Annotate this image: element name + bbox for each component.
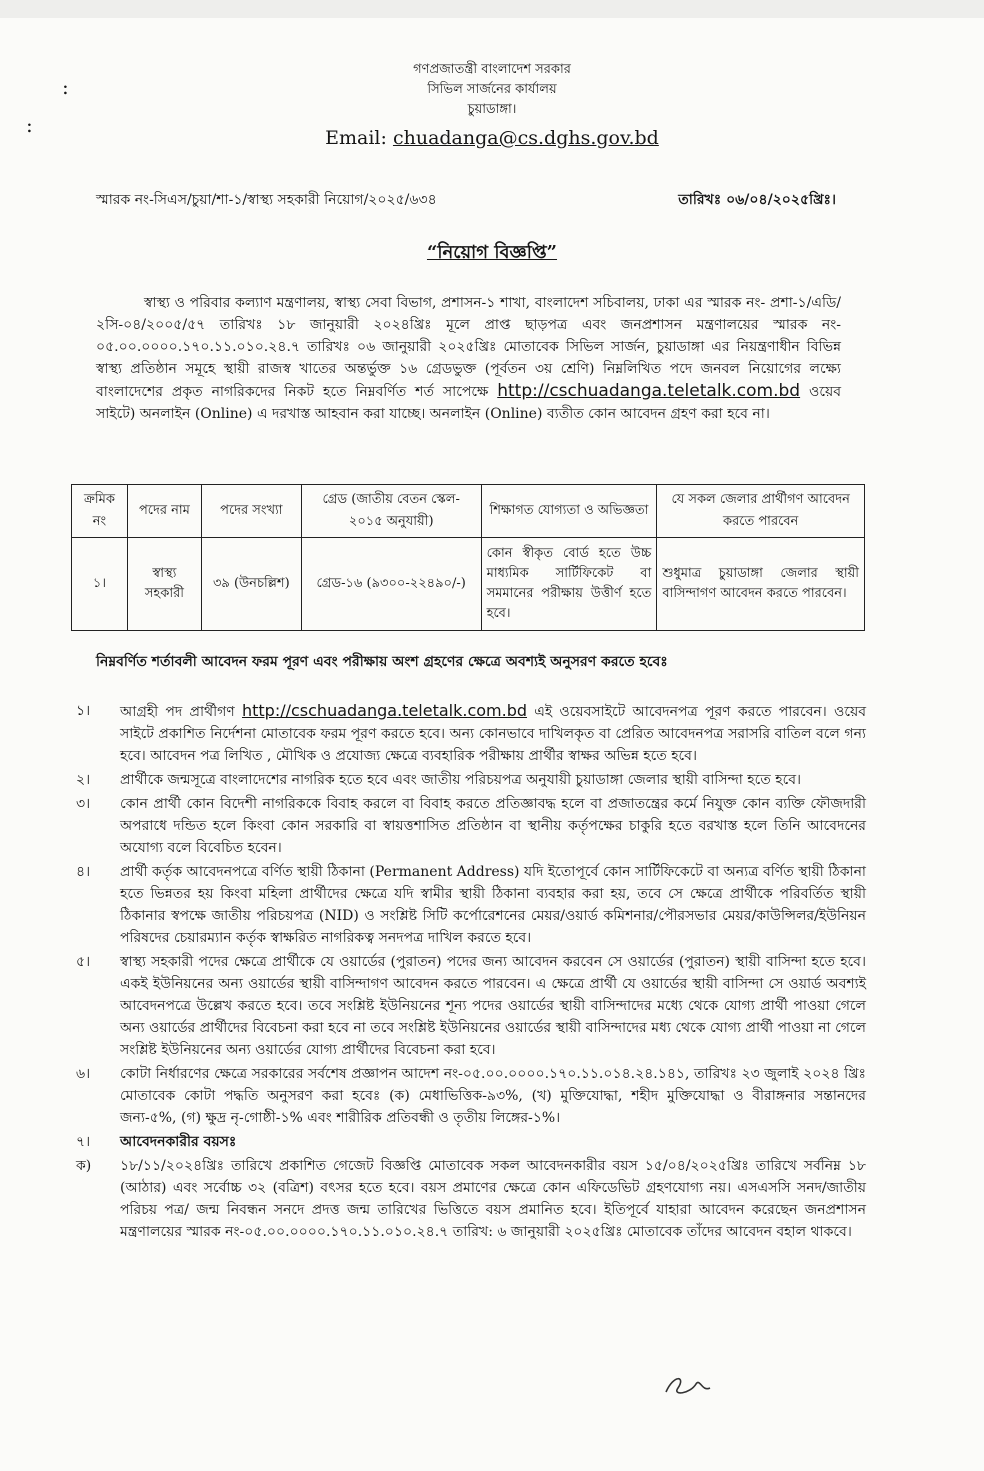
header-line-1: গণপ্রজাতন্ত্রী বাংলাদেশ সরকার [413, 62, 571, 77]
table-cell: ৩৯ (উনচল্লিশ) [201, 538, 301, 631]
list-item [76, 951, 866, 1061]
list-item [76, 793, 866, 859]
item-text-part: কোটা নির্ধারণের ক্ষেত্রে সরকারের সর্বশেষ প্রজ্ঞাপন আদেশ নং-০৫.০০.০০০০.১৭০.১১.০১৪.২৪.১৪১, তারিখঃ ২৩ জুলাই ২০২৪ খ্রিঃ মোতাবেক কোটা পদ্ধতি অনুসরণ করা হবেঃ (ক) মেধাভিত্তিক-৯৩%, (খ) মুক্তিযোদ্ধা, শহীদ মুক্তিযোদ্ধা ও বীরাঙ্গনার সন্তানদের জন্য-৫%, (গ) ক্ষুদ্র নৃ-গোষ্ঠী-১% এবং শারীরিক প্রতিবন্ধী ও তৃতীয় লিঙ্গের-১%। [120, 1066, 866, 1126]
margin-mark: : [62, 75, 69, 99]
memo-reference: স্মারক নং-সিএস/চুয়া/শা-১/স্বাস্থ্য সহকারী নিয়োগ/২০২৫/৬৩৪ [96, 192, 437, 208]
conditions-heading: নিম্নবর্ণিত শর্তাবলী আবেদন ফরম পূরণ এবং পরীক্ষায় অংশ গ্রহণের ক্ষেত্রে অবশ্যই অনুসরণ করতে হবেঃ [96, 654, 668, 670]
item-text-part: কোন প্রার্থী কোন বিদেশী নাগরিককে বিবাহ করলে বা বিবাহ করতে প্রতিজ্ঞাবদ্ধ হলে বা প্রজাতন্ত্রের কর্মে নিযুক্ত কোন ব্যক্তি ফৌজদারী অপরাধে দন্ডিত হলে কিংবা কোন সরকারি বা স্বায়ত্তশাসিত প্রতিষ্ঠান বা স্থানীয় কর্তৃপক্ষের চাকুরি হতে বরখাস্ত হলে তিনি আবেদনের অযোগ্য বলে বিবেচিত হবেন। [120, 796, 866, 856]
column-header: পদের নাম [127, 485, 201, 538]
item-text-part: প্রার্থী কর্তৃক আবেদনপত্রে বর্ণিত স্থায়ী ঠিকানা (Permanent Address) যদি ইতোপূর্বে কোন সার্টিফিকেটে বা অন্যত্র বর্ণিত স্থায়ী ঠিকানা হতে ভিন্নতর হয় কিংবা মহিলা প্রার্থীদের ক্ষেত্রে যদি স্বামীর স্থায়ী ঠিকানা ব্যবহার করা হয়, তবে সে ক্ষেত্রে প্রার্থীকে পরিবর্তিত স্থায়ী ঠিকানার স্বপক্ষে জাতীয় পরিচয়পত্র (NID) ও সংশ্লিষ্ট সিটি কর্পোরেশনের মেয়র/ওয়ার্ড কমিশনার/পৌরসভার মেয়র/কাউন্সিলর/ইউনিয়ন পরিষদের চেয়ারম্যান কর্তৃক স্বাক্ষরিত নাগরিকত্ব সনদপত্র দাখিল করতে হবে। [120, 864, 866, 946]
item-number: ৭। [76, 1134, 91, 1150]
header-line-3: চুয়াডাঙ্গা। [467, 102, 517, 117]
table-header-row [72, 485, 865, 538]
item-text [120, 861, 866, 949]
column-header: পদের সংখ্যা [201, 485, 301, 538]
item-text [120, 1155, 866, 1243]
email-line [0, 128, 984, 148]
item-number: ৫। [76, 954, 91, 970]
top-band [0, 0, 984, 18]
column-header: শিক্ষাগত যোগ্যতা ও অভিজ্ঞতা [481, 485, 657, 538]
item-text-part: স্বাস্থ্য সহকারী পদের ক্ষেত্রে প্রার্থীকে যে ওয়ার্ডের (পুরাতন) পদের জন্য আবেদন করবেন সে ওয়ার্ডের (পুরাতন) স্থায়ী বাসিন্দা হতে হবে। একই ইউনিয়নের অন্য ওয়ার্ডের স্থায়ী বাসিন্দাগণ আবেদন করতে পারবেন। এ ক্ষেত্রে প্রার্থী যে ওয়ার্ডের স্থায়ী বাসিন্দা সে ওয়ার্ড অবশ্যই আবেদনপত্রে উল্লেখ করতে হবে। তবে সংশ্লিষ্ট ইউনিয়নের শূন্য পদের ওয়ার্ডের স্থায়ী বাসিন্দাদের মধ্যে থেকে যোগ্য প্রার্থী পাওয়া গেলে অন্য ওয়ার্ডের প্রার্থীদের বিবেচনা করা হবে না তবে সংশ্লিষ্ট ইউনিয়নের ওয়ার্ডের স্থায়ী বাসিন্দাদের মধ্য থেকে যোগ্য প্রার্থী পাওয়া না গেলে সংশ্লিষ্ট ইউনিয়নের অন্য ওয়ার্ডের যোগ্য প্রার্থীদের বিবেচনা করা হবে। [120, 954, 866, 1058]
table-cell: কোন স্বীকৃত বোর্ড হতে উচ্চ মাধ্যমিক সার্টিফিকেট বা সমমানের পরীক্ষায় উত্তীর্ণ হতে হবে। [481, 538, 657, 631]
item-number: ৪। [76, 864, 91, 880]
column-header: গ্রেড (জাতীয় বেতন স্কেল- ২০১৫ অনুযায়ী) [301, 485, 481, 538]
table-cell: শুধুমাত্র চুয়াডাঙ্গা জেলার স্থায়ী বাসিন্দাগণ আবেদন করতে পারবেন। [657, 538, 865, 631]
item-number: ৬। [76, 1066, 91, 1082]
table-cell: ১। [72, 538, 128, 631]
list-item [76, 1155, 866, 1243]
website-link[interactable]: http://cschuadanga.teletalk.com.bd [497, 381, 801, 401]
list-item [76, 861, 866, 949]
item-text [120, 793, 866, 859]
item-text-part: এই ওয়েবসাইটে আবেদনপত্র পূরণ করতে পারবেন। ওয়েব সাইটে প্রকাশিত নির্দেশনা মোতাবেক ফরম পূরণ করতে হবে। অন্য কোনভাবে দাখিলকৃত বা প্রেরিত আবেদনপত্র সরাসরি বাতিল বলে গন্য হবে। আবেদন পত্র লিখিত , মৌখিক ও প্রযোজ্য ক্ষেত্রে ব্যবহারিক পরীক্ষায় প্রার্থীর স্বাক্ষর অভিন্ন হতে হবে। [120, 704, 867, 764]
margin-mark: : [26, 113, 33, 137]
item-text [120, 951, 866, 1061]
item-text-part: প্রার্থীকে জন্মসূত্রে বাংলাদেশের নাগরিক হতে হবে এবং জাতীয় পরিচয়পত্র অনুযায়ী চুয়াডাঙ্গা জেলার স্থায়ী বাসিন্দা হতে হবে। [120, 772, 802, 788]
table-cell: গ্রেড-১৬ (৯৩০০-২২৪৯০/-) [301, 538, 481, 631]
conditions-list [76, 700, 866, 1245]
vacancy-table [71, 484, 865, 631]
item-text [120, 1063, 866, 1129]
item-text-part: আগ্রহী পদ প্রার্থীগণ [120, 704, 242, 720]
intro-text: স্বাস্থ্য ও পরিবার কল্যাণ মন্ত্রণালয়, স্বাস্থ্য সেবা বিভাগ, প্রশাসন-১ শাখা, বাংলাদেশ সচিবালয়, ঢাকা এর স্মারক নং- প্রশা-১/এডি/২সি-০৪/২০০৫/৫৭ তারিখঃ ১৮ জানুয়ারী ২০২৪খ্রিঃ মূলে প্রাপ্ত ছাড়পত্র এবং জনপ্রশাসন মন্ত্রণালয়ের স্মারক নং- ০৫.০০.০০০০.১৭০.১১.০১০.২৪.৭ তারিখঃ ০৬ জানুয়ারী ২০২৫খ্রিঃ মোতাবেক সিভিল সার্জন, চুয়াডাঙ্গা এর নিয়ন্ত্রণাধীন বিভিন্ন স্বাস্থ্য প্রতিষ্ঠান সমূহে স্থায়ী রাজস্ব খাতের অন্তর্ভুক্ত ১৬ গ্রেডভুক্ত (পূর্বতন ৩য় শ্রেণি) নিম্নলিখিত পদে জনবল নিয়োগের লক্ষ্যে বাংলাদেশের প্রকৃত নাগরিকদের নিকট হতে নিম্নবর্ণিত শর্ত সাপেক্ষে [96, 295, 841, 400]
intro-paragraph [96, 292, 841, 425]
item-number: ৩। [76, 796, 91, 812]
list-item [76, 769, 866, 791]
item-number: ১। [76, 703, 91, 719]
list-item [76, 700, 866, 767]
notice-title: “নিয়োগ বিজ্ঞপ্তি” [426, 242, 558, 263]
header-line-2: সিভিল সার্জনের কার্যালয় [427, 82, 557, 97]
item-text [120, 1131, 866, 1153]
email-label: Email: [325, 127, 393, 149]
item-text-part: ১৮/১১/২০২৪খ্রিঃ তারিখে প্রকাশিত গেজেট বিজ্ঞপ্তি মোতাবেক সকল আবেদনকারীর বয়স ১৫/০৪/২০২৫খ্রিঃ তারিখে সর্বনিম্ন ১৮ (আঠার) এবং সর্বোচ্চ ৩২ (বত্রিশ) বৎসর হতে হবে। বয়স প্রমাণের ক্ষেত্রে কোন এফিডেভিট গ্রহণযোগ্য নয়। এসএসসি সনদ/জাতীয় পরিচয় পত্র/ জন্ম নিবন্ধন সনদে প্রদত্ত জন্ম তারিখের ভিত্তিতে বয়স প্রমানিত হবে। ইতিপূর্বে যাহারা আবেদন করেছেন জনপ্রশাসন মন্ত্রণালয়ের স্মারক নং-০৫.০০.০০০০.১৭০.১১.০১০.২৪.৭ তারিখ: ৬ জানুয়ারী ২০২৫খ্রিঃ মোতাবেক তাঁদের আবেদন বহাল থাকবে। [120, 1158, 866, 1240]
item-number: ২। [76, 772, 91, 788]
item-number: ক) [76, 1158, 92, 1174]
table-cell: স্বাস্থ্য সহকারী [127, 538, 201, 631]
office-header [0, 60, 984, 148]
item-text [120, 700, 866, 767]
table-row [72, 538, 865, 631]
item-text [120, 769, 866, 791]
signature-mark [660, 1370, 720, 1406]
website-link[interactable]: http://cschuadanga.teletalk.com.bd [241, 701, 528, 720]
memo-date: তারিখঃ ০৬/০৪/২০২৫খ্রিঃ। [678, 192, 836, 208]
list-item [76, 1131, 866, 1153]
intro-text-2: ওয়েব সাইটে) অনলাইন (Online) এ দরখাস্ত আহবান করা যাচ্ছে। অনলাইন (Online) ব্যতীত কোন আবেদন গ্রহণ করা হবে না। [96, 384, 841, 422]
column-header: ক্রমিক নং [72, 485, 128, 538]
column-header: যে সকল জেলার প্রার্থীগণ আবেদন করতে পারবেন [657, 485, 865, 538]
list-item [76, 1063, 866, 1129]
item-text-part: আবেদনকারীর বয়সঃ [120, 1134, 237, 1150]
email-link[interactable]: chuadanga@cs.dghs.gov.bd [392, 127, 659, 149]
